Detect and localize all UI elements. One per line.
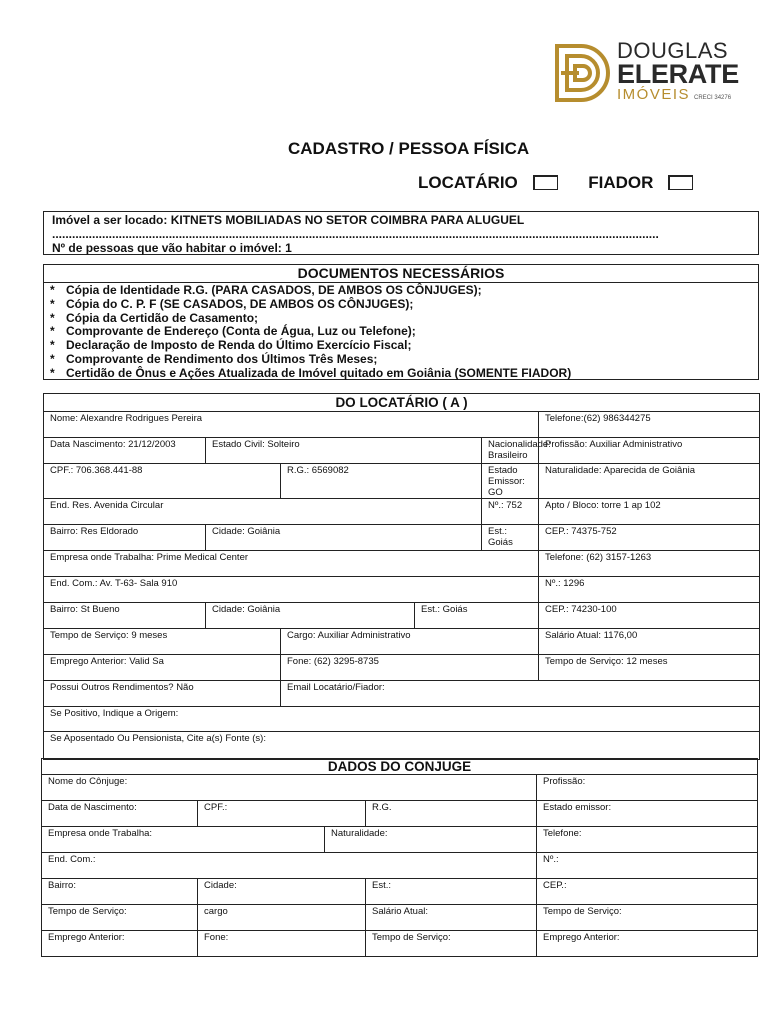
tenant-employer-field[interactable]: Empresa onde Trabalha: Prime Medical Center bbox=[44, 551, 539, 577]
spouse-state-field[interactable]: Est.: bbox=[366, 879, 537, 905]
spouse-birthdate-field[interactable]: Data de Nascimento: bbox=[42, 801, 198, 827]
company-logo bbox=[553, 38, 739, 106]
spouse-service-time-field[interactable]: Tempo de Serviço: bbox=[42, 905, 198, 931]
tenant-work-city-field[interactable]: Cidade: Goiânia bbox=[206, 603, 415, 629]
spouse-previous-service-time-field[interactable]: Tempo de Serviço: bbox=[366, 931, 537, 957]
tenant-work-number-field[interactable]: Nº.: 1296 bbox=[539, 577, 760, 603]
occupants-line: Nº de pessoas que vão habitar o imóvel: 1 bbox=[52, 241, 292, 255]
document-item: * Cópia do C. P. F (SE CASADOS, DE AMBOS OS CÔNJUGES); bbox=[50, 298, 752, 312]
spouse-previous-job-2-field[interactable]: Emprego Anterior: bbox=[537, 931, 758, 957]
tenant-cep-field[interactable]: CEP.: 74375-752 bbox=[539, 525, 760, 551]
role-locatario-label: LOCATÁRIO bbox=[418, 172, 518, 192]
tenant-cpf-field[interactable]: CPF.: 706.368.441-88 bbox=[44, 464, 281, 499]
required-documents-box bbox=[43, 264, 759, 380]
spouse-cpf-field[interactable]: CPF.: bbox=[198, 801, 366, 827]
tenant-nationality-field[interactable]: Nacionalidade: Brasileiro bbox=[482, 438, 539, 464]
spouse-profession-field[interactable]: Profissão: bbox=[537, 775, 758, 801]
spouse-previous-job-field[interactable]: Emprego Anterior: bbox=[42, 931, 198, 957]
tenant-issuing-state-field[interactable]: Estado Emissor: GO bbox=[482, 464, 539, 499]
tenant-birthplace-field[interactable]: Naturalidade: Aparecida de Goiânia bbox=[539, 464, 760, 499]
tenant-pension-source-field[interactable]: Se Aposentado Ou Pensionista, Cite a(s) Fonte (s): bbox=[44, 732, 760, 760]
tenant-apartment-field[interactable]: Apto / Bloco: torre 1 ap 102 bbox=[539, 499, 760, 525]
spouse-work-number-field[interactable]: Nº.: bbox=[537, 853, 758, 879]
role-selector bbox=[418, 172, 693, 193]
tenant-previous-service-time-field[interactable]: Tempo de Serviço: 12 meses bbox=[539, 655, 760, 681]
logo-line-1: DOUGLAS bbox=[617, 38, 729, 63]
tenant-birthdate-field[interactable]: Data Nascimento: 21/12/2003 bbox=[44, 438, 206, 464]
tenant-work-cep-field[interactable]: CEP.: 74230-100 bbox=[539, 603, 760, 629]
tenant-neighborhood-field[interactable]: Bairro: Res Eldorado bbox=[44, 525, 206, 551]
document-item: * Cópia de Identidade R.G. (PARA CASADOS, DE AMBOS OS CÔNJUGES); bbox=[50, 284, 752, 298]
required-documents-list bbox=[44, 283, 758, 382]
spouse-work-address-field[interactable]: End. Com.: bbox=[42, 853, 537, 879]
spouse-employer-field[interactable]: Empresa onde Trabalha: bbox=[42, 827, 325, 853]
spouse-neighborhood-field[interactable]: Bairro: bbox=[42, 879, 198, 905]
tenant-rg-field[interactable]: R.G.: 6569082 bbox=[281, 464, 482, 499]
document-item: * Cópia da Certidão de Casamento; bbox=[50, 312, 752, 326]
required-documents-heading: DOCUMENTOS NECESSÁRIOS bbox=[44, 265, 758, 283]
spouse-birthplace-field[interactable]: Naturalidade: bbox=[325, 827, 537, 853]
property-box bbox=[43, 211, 759, 255]
document-item: * Comprovante de Endereço (Conta de Água, Luz ou Telefone); bbox=[50, 325, 752, 339]
document-item: * Certidão de Ônus e Ações Atualizada de Imóvel quitado em Goiânia (SOMENTE FIADOR) bbox=[50, 367, 752, 381]
tenant-work-state-field[interactable]: Est.: Goiás bbox=[415, 603, 539, 629]
tenant-state-field[interactable]: Est.: Goiás bbox=[482, 525, 539, 551]
spouse-rg-field[interactable]: R.G. bbox=[366, 801, 537, 827]
property-line: Imóvel a ser locado: KITNETS MOBILIADAS NO SETOR COIMBRA PARA ALUGUEL bbox=[52, 213, 525, 227]
tenant-position-field[interactable]: Cargo: Auxiliar Administrativo bbox=[281, 629, 539, 655]
tenant-service-time-field[interactable]: Tempo de Serviço: 9 meses bbox=[44, 629, 281, 655]
tenant-work-address-field[interactable]: End. Com.: Av. T-63- Sala 910 bbox=[44, 577, 539, 603]
tenant-phone-field[interactable]: Telefone:(62) 986344275 bbox=[539, 412, 760, 438]
role-fiador-checkbox[interactable] bbox=[668, 175, 693, 190]
logo-line-2: ELERATE bbox=[617, 59, 739, 89]
tenant-number-field[interactable]: Nº.: 752 bbox=[482, 499, 539, 525]
spouse-salary-field[interactable]: Salário Atual: bbox=[366, 905, 537, 931]
tenant-other-income-field[interactable]: Possui Outros Rendimentos? Não bbox=[44, 681, 281, 707]
spouse-table bbox=[41, 758, 758, 957]
role-fiador-label: FIADOR bbox=[588, 172, 654, 192]
spouse-city-field[interactable]: Cidade: bbox=[198, 879, 366, 905]
spouse-heading: DADOS DO CONJUGE bbox=[42, 759, 758, 775]
tenant-income-origin-field[interactable]: Se Positivo, Indique a Origem: bbox=[44, 707, 760, 732]
tenant-marital-status-field[interactable]: Estado Civil: Solteiro bbox=[206, 438, 482, 464]
tenant-city-field[interactable]: Cidade: Goiânia bbox=[206, 525, 482, 551]
logo-line-3: IMÓVEIS bbox=[617, 86, 691, 103]
tenant-address-field[interactable]: End. Res. Avenida Circular bbox=[44, 499, 482, 525]
logo-crec: CRECI 34276 bbox=[694, 95, 732, 101]
tenant-previous-phone-field[interactable]: Fone: (62) 3295-8735 bbox=[281, 655, 539, 681]
logo-monogram-icon bbox=[553, 42, 609, 104]
spouse-issuing-state-field[interactable]: Estado emissor: bbox=[537, 801, 758, 827]
tenant-name-field[interactable]: Nome: Alexandre Rodrigues Pereira bbox=[44, 412, 539, 438]
spouse-phone-field[interactable]: Telefone: bbox=[537, 827, 758, 853]
tenant-employer-phone-field[interactable]: Telefone: (62) 3157-1263 bbox=[539, 551, 760, 577]
document-item: * Comprovante de Rendimento dos Últimos Três Meses; bbox=[50, 353, 752, 367]
spouse-previous-phone-field[interactable]: Fone: bbox=[198, 931, 366, 957]
property-dots-line: ...................................................................................................................................................................................... bbox=[52, 227, 659, 241]
tenant-email-field[interactable]: Email Locatário/Fiador: bbox=[281, 681, 760, 707]
tenant-profession-field[interactable]: Profissão: Auxiliar Administrativo bbox=[539, 438, 760, 464]
spouse-name-field[interactable]: Nome do Cônjuge: bbox=[42, 775, 537, 801]
tenant-salary-field[interactable]: Salário Atual: 1176,00 bbox=[539, 629, 760, 655]
tenant-work-neighborhood-field[interactable]: Bairro: St Bueno bbox=[44, 603, 206, 629]
spouse-cep-field[interactable]: CEP.: bbox=[537, 879, 758, 905]
page-title: CADASTRO / PESSOA FÍSICA bbox=[288, 139, 530, 158]
document-item: * Declaração de Imposto de Renda do Último Exercício Fiscal; bbox=[50, 339, 752, 353]
tenant-heading: DO LOCATÁRIO ( A ) bbox=[44, 394, 760, 412]
spouse-position-field[interactable]: cargo bbox=[198, 905, 366, 931]
tenant-table bbox=[43, 393, 760, 760]
spouse-service-time-2-field[interactable]: Tempo de Serviço: bbox=[537, 905, 758, 931]
tenant-previous-job-field[interactable]: Emprego Anterior: Valid Sa bbox=[44, 655, 281, 681]
role-locatario-checkbox[interactable] bbox=[533, 175, 558, 190]
